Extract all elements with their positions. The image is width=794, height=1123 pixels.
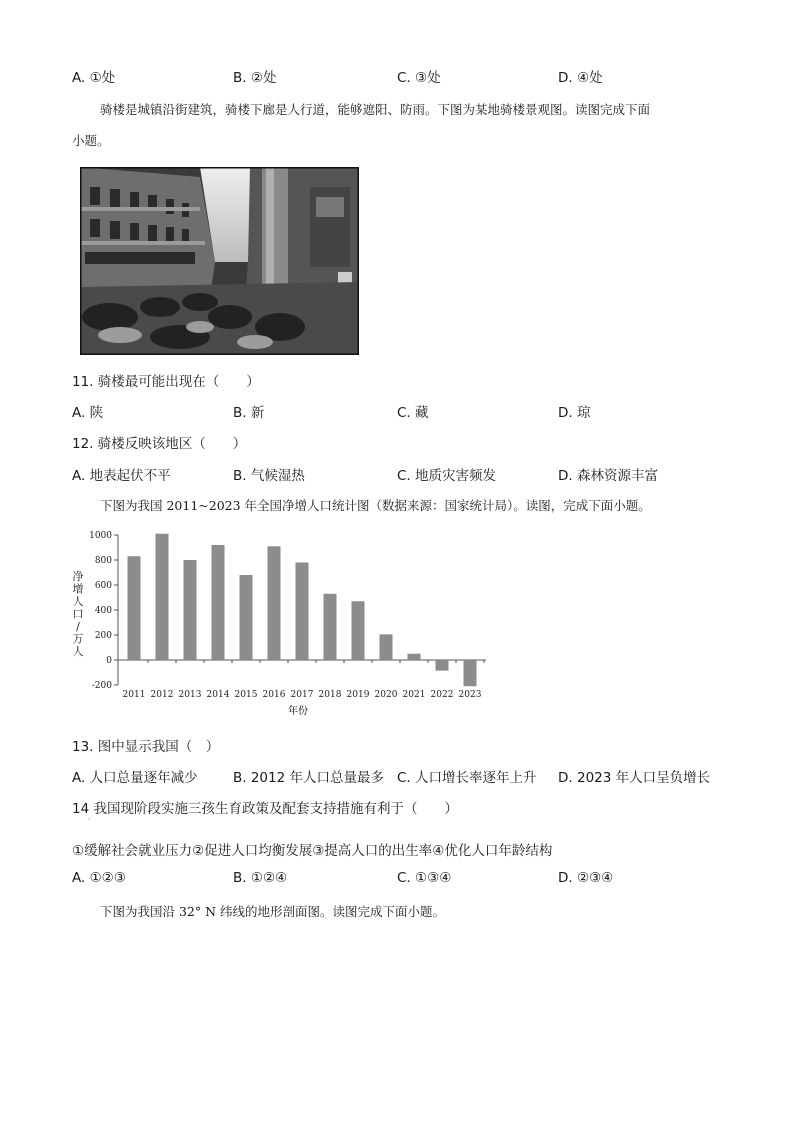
q14-options bbox=[72, 870, 732, 892]
x-tick-label: 2019 bbox=[346, 690, 370, 700]
q11-option-d: D. 琼 bbox=[558, 405, 591, 421]
q11-option-c: C. 藏 bbox=[397, 405, 429, 421]
y-tick-label: 400 bbox=[94, 606, 112, 616]
q11-options bbox=[72, 401, 732, 423]
x-tick-label: 2012 bbox=[150, 690, 174, 700]
x-tick-label: 2015 bbox=[234, 690, 258, 700]
q14-option-a: A. ①②③ bbox=[72, 870, 126, 886]
intro-terrain-profile: 下图为我国沿 32° N 纬线的地形剖面图。读图完成下面小题。 bbox=[100, 904, 446, 919]
bar-2012 bbox=[156, 534, 169, 660]
q13-options bbox=[72, 766, 732, 788]
x-axis-label: 年份 bbox=[288, 706, 308, 717]
svg-text:净: 净 bbox=[72, 570, 84, 583]
intro-arcade-line1: 骑楼是城镇沿街建筑，骑楼下廊是人行道，能够遮阳、防雨。下图为某地骑楼景观图。读图完成下面 bbox=[100, 102, 651, 117]
net-population-bar-chart bbox=[68, 525, 498, 720]
y-tick-label: 200 bbox=[94, 631, 112, 641]
q12-option-c: C. 地质灾害频发 bbox=[397, 468, 497, 484]
bar-2021 bbox=[408, 654, 421, 660]
y-tick-label: 0 bbox=[106, 656, 112, 666]
x-tick-label: 2016 bbox=[262, 690, 286, 700]
bar-2013 bbox=[184, 560, 197, 660]
q11-option-b: B. 新 bbox=[233, 405, 265, 421]
bar-2019 bbox=[352, 601, 365, 660]
bar-2015 bbox=[240, 575, 253, 660]
y-tick-label: 1000 bbox=[89, 531, 112, 541]
svg-text:人: 人 bbox=[72, 595, 84, 608]
q12-option-a: A. 地表起伏不平 bbox=[72, 468, 171, 484]
q10-options bbox=[72, 66, 732, 88]
x-tick-label: 2022 bbox=[430, 690, 454, 700]
q14-stray-mark: · bbox=[88, 815, 91, 824]
y-tick-label: -200 bbox=[91, 681, 112, 691]
intro-arcade-line2: 小题。 bbox=[72, 133, 110, 148]
q11-stem: 11. 骑楼最可能出现在（ ） bbox=[72, 374, 260, 390]
q14-stem: 14 我国现阶段实施三孩生育政策及配套支持措施有利于（ ） bbox=[72, 801, 458, 817]
bar-2017 bbox=[296, 563, 309, 661]
q14-option-c: C. ①③④ bbox=[397, 870, 452, 886]
q10-option-b: B. ②处 bbox=[233, 70, 277, 86]
bar-2011 bbox=[128, 556, 141, 660]
x-tick-label: 2017 bbox=[290, 690, 314, 700]
q12-option-d: D. 森林资源丰富 bbox=[558, 468, 658, 484]
svg-text:人: 人 bbox=[72, 645, 84, 658]
x-tick-label: 2018 bbox=[318, 690, 342, 700]
svg-text:口: 口 bbox=[72, 607, 84, 621]
q10-option-a: A. ①处 bbox=[72, 70, 116, 86]
svg-text:万: 万 bbox=[72, 632, 84, 646]
q13-option-b: B. 2012 年人口总量最多 bbox=[233, 770, 384, 786]
bar-2022 bbox=[436, 660, 449, 671]
y-axis-label bbox=[73, 569, 84, 658]
bar-2023 bbox=[464, 660, 477, 686]
bar-2014 bbox=[212, 545, 225, 660]
q12-stem: 12. 骑楼反映该地区（ ） bbox=[72, 436, 247, 452]
x-tick-label: 2021 bbox=[402, 690, 426, 700]
q13-stem: 13. 图中显示我国（ ） bbox=[72, 739, 220, 755]
bar-2018 bbox=[324, 594, 337, 660]
arcade-street-photo bbox=[80, 167, 359, 355]
bar-2020 bbox=[380, 634, 393, 660]
y-tick-label: 600 bbox=[94, 581, 112, 591]
q13-option-a: A. 人口总量逐年减少 bbox=[72, 770, 198, 786]
q12-options bbox=[72, 464, 732, 486]
x-tick-label: 2013 bbox=[178, 690, 202, 700]
q10-option-c: C. ③处 bbox=[397, 70, 441, 86]
svg-text:增: 增 bbox=[72, 582, 84, 596]
q12-option-b: B. 气候湿热 bbox=[233, 468, 305, 484]
q14-statements: ①缓解社会就业压力②促进人口均衡发展③提高人口的出生率④优化人口年龄结构 bbox=[72, 843, 553, 859]
q14-option-b: B. ①②④ bbox=[233, 870, 288, 886]
q13-option-c: C. 人口增长率逐年上升 bbox=[397, 770, 537, 786]
q14-option-d: D. ②③④ bbox=[558, 870, 614, 886]
q11-option-a: A. 陕 bbox=[72, 405, 104, 421]
y-tick-label: 800 bbox=[94, 556, 112, 566]
bar-2016 bbox=[268, 546, 281, 660]
x-tick-label: 2023 bbox=[458, 690, 482, 700]
svg-text:/: / bbox=[76, 620, 80, 633]
intro-population-chart: 下图为我国 2011~2023 年全国净增人口统计图（数据来源：国家统计局）。读图，完成下面小题。 bbox=[100, 498, 651, 513]
q13-option-d: D. 2023 年人口呈负增长 bbox=[558, 770, 711, 786]
x-tick-label: 2011 bbox=[122, 690, 146, 700]
x-tick-label: 2020 bbox=[374, 690, 398, 700]
q10-option-d: D. ④处 bbox=[558, 70, 603, 86]
x-tick-label: 2014 bbox=[206, 690, 230, 700]
